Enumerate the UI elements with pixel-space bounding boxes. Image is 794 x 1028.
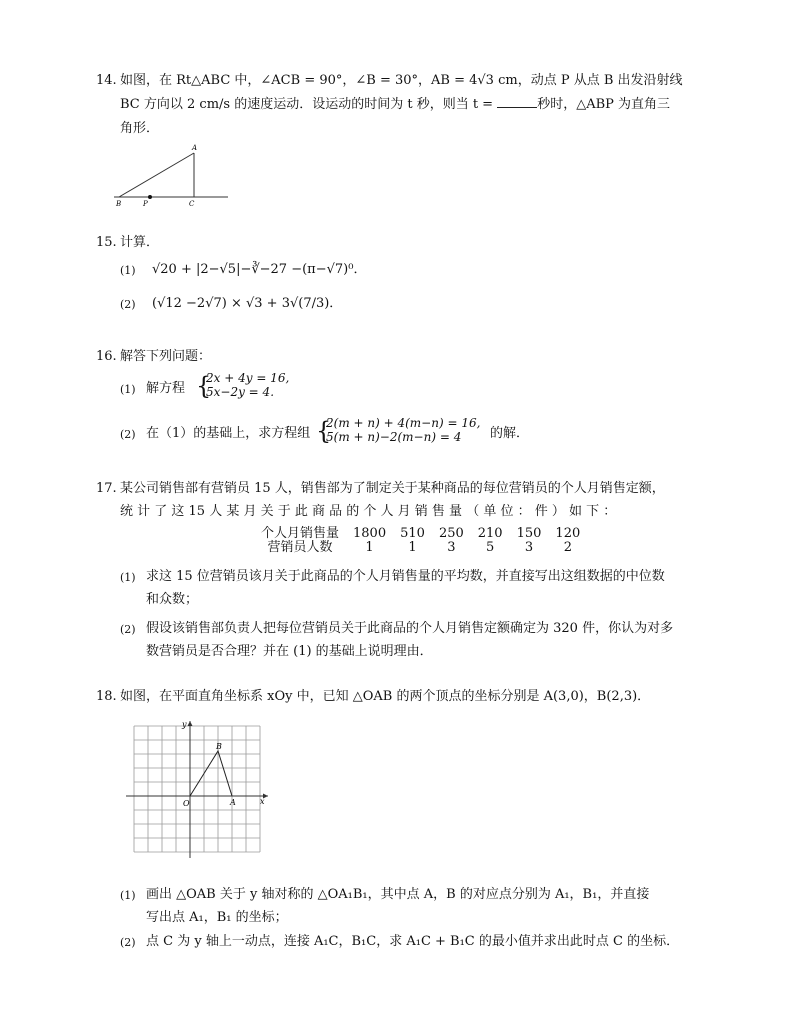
- sub-question-text: 点 C 为 y 轴上一动点，连接 A₁C，B₁C，求 A₁C + B₁C 的最小值并求出此时点 C 的坐标．: [146, 934, 680, 949]
- sub-question-label: (2): [120, 298, 136, 311]
- sub-question-text: 假设该销售部负责人把每位营销员关于此商品的个人月销售定额确定为 320 件，你认为对多: [146, 621, 674, 636]
- sub-question-text: 在（1）的基础上，求方程组: [146, 426, 311, 441]
- question-text-line: 统 计 了 这 15 人 某 月 关 于 此 商 品 的 个 人 月 销 售 量 （ 单 位 ： 件 ） 如 下 ：: [120, 504, 617, 519]
- table-row-label: 个人月销售量: [261, 526, 340, 541]
- table-cell: 1: [408, 540, 417, 555]
- vertex-label-a: A: [192, 144, 198, 152]
- question-text-line: 角形．: [120, 121, 160, 136]
- table-row-label: 营销员人数: [267, 540, 333, 555]
- triangle-figure: [110, 140, 235, 210]
- answer-blank[interactable]: [497, 95, 537, 108]
- table-row: [254, 527, 587, 541]
- sub-question-label: (1): [120, 571, 136, 584]
- table-cell: 510: [400, 526, 425, 541]
- sub-question-label: (2): [120, 623, 136, 636]
- table-cell: 3: [447, 540, 456, 555]
- table-cell: 250: [438, 526, 464, 541]
- point-label-b: B: [216, 742, 222, 751]
- sales-table: [254, 527, 587, 555]
- question-number: 18.: [96, 689, 117, 704]
- system-brace: {: [196, 372, 212, 400]
- equation: 2(m + n) + 4(m−n) = 16,: [326, 416, 481, 430]
- sub-question-label: (2): [120, 936, 136, 949]
- coordinate-grid-figure: [122, 718, 272, 862]
- question-text-line: 某公司销售部有营销员 15 人，销售部为了制定关于某种商品的每位营销员的个人月销售定额，: [120, 481, 665, 496]
- sub-question-text: 求这 15 位营销员该月关于此商品的个人月销售量的平均数，并直接写出这组数据的中位数: [146, 569, 665, 584]
- math-expression: (√12 −2√7) × √3 + 3√(7/3)．: [152, 296, 343, 311]
- vertex-label-c: C: [189, 200, 195, 208]
- table-row: [254, 541, 587, 555]
- table-cell: 210: [477, 526, 503, 541]
- question-number: 14.: [96, 73, 117, 88]
- sub-question-label: (1): [120, 889, 136, 902]
- table-cell: 3: [524, 540, 534, 555]
- sub-question-label: (2): [120, 428, 136, 441]
- question-number: 15.: [96, 235, 117, 250]
- question-number: 17.: [96, 481, 117, 496]
- table-cell: 150: [516, 526, 542, 541]
- sub-question-text: 的解．: [490, 426, 530, 441]
- vertex-label-b: B: [116, 200, 122, 208]
- sub-question-text: 和众数；: [146, 592, 199, 607]
- point-label-a: A: [230, 798, 236, 807]
- sub-question-label: (1): [120, 383, 136, 396]
- table-cell: 120: [555, 526, 581, 541]
- sub-question-label: (1): [120, 264, 136, 277]
- sub-question-text: 解方程: [146, 381, 186, 396]
- table-cell: 1800: [353, 526, 387, 541]
- equation: 5(m + n)−2(m−n) = 4: [326, 430, 462, 444]
- sub-question-text: 写出点 A₁，B₁ 的坐标；: [146, 910, 288, 925]
- question-title: 计算．: [120, 235, 160, 250]
- table-cell: 5: [486, 540, 495, 555]
- system-brace: {: [316, 417, 332, 445]
- question-text-line: 如图，在 Rt△ABC 中，∠ACB = 90°，∠B = 30°，AB = 4√3 cm，动点 P 从点 B 出发沿射线: [120, 73, 683, 88]
- sub-question-text: 数营销员是否合理？并在 (1) 的基础上说明理由．: [146, 644, 433, 659]
- table-cell: 2: [563, 540, 572, 555]
- point-label-p: P: [143, 200, 148, 208]
- y-axis-label: y: [182, 720, 187, 729]
- equation: 2x + 4y = 16,: [206, 371, 290, 385]
- question-text-line: 如图，在平面直角坐标系 xOy 中，已知 △OAB 的两个顶点的坐标分别是 A(3,0)，B(2,3)．: [120, 689, 651, 704]
- equation: 5x−2y = 4.: [206, 385, 275, 399]
- x-axis-label: x: [260, 797, 265, 806]
- math-expression: √20 + |2−√5|−∛−27 −(π−√7)⁰．: [152, 262, 367, 277]
- question-number: 16.: [96, 349, 117, 364]
- origin-label: O: [183, 799, 190, 808]
- question-text-line: BC 方向以 2 cm/s 的速度运动．设运动的时间为 t 秒，则当 t = 秒时，△ABP 为直角三: [120, 97, 671, 112]
- sub-question-text: 画出 △OAB 关于 y 轴对称的 △OA₁B₁，其中点 A，B 的对应点分别为 A₁，B₁，并直接: [146, 887, 650, 902]
- question-title: 解答下列问题：: [120, 349, 212, 364]
- table-cell: 1: [365, 540, 374, 555]
